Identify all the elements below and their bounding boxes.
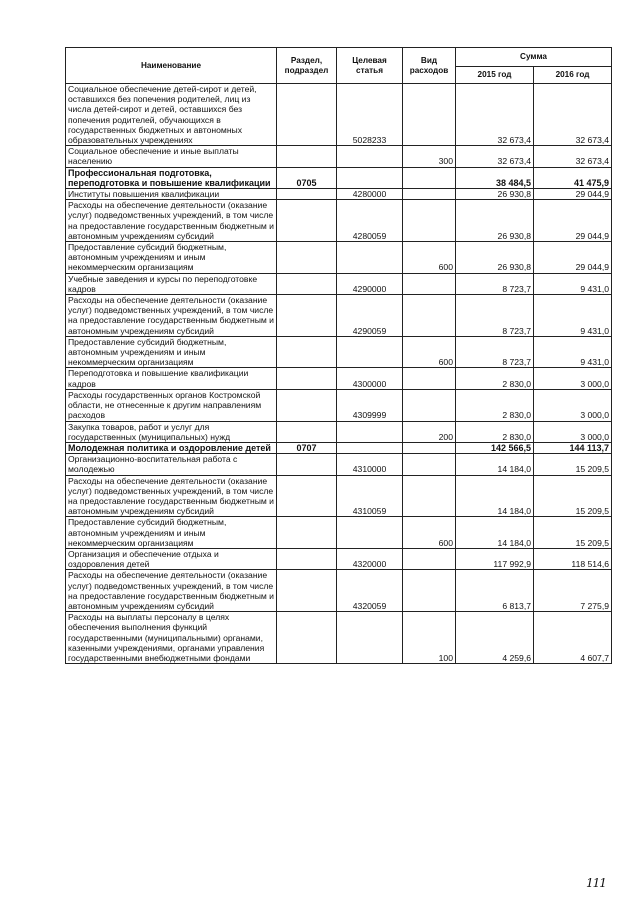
cell-target: 5028233 (337, 84, 403, 146)
cell-y2016: 3 000,0 (534, 421, 612, 442)
cell-y2016: 15 209,5 (534, 517, 612, 549)
cell-section (277, 517, 337, 549)
cell-kind: 300 (403, 146, 456, 167)
cell-y2016: 7 275,9 (534, 570, 612, 612)
header-sum: Сумма (456, 48, 612, 67)
cell-name: Расходы на обеспечение деятельности (оказание услуг) подведомственных учреждений, в том числе на предоставление государственным бюджетным и автономным учреждениям субсидий (66, 570, 277, 612)
cell-y2016: 41 475,9 (534, 167, 612, 188)
cell-y2015: 117 992,9 (456, 548, 534, 569)
table-row (66, 84, 612, 146)
cell-kind (403, 389, 456, 421)
cell-y2015: 26 930,8 (456, 189, 534, 200)
cell-y2015: 4 259,6 (456, 612, 534, 664)
cell-y2015: 8 723,7 (456, 273, 534, 294)
cell-y2016: 9 431,0 (534, 273, 612, 294)
cell-target (337, 612, 403, 664)
table-row (66, 389, 612, 421)
header-year-2015: 2015 год (456, 67, 534, 84)
cell-y2015: 2 830,0 (456, 421, 534, 442)
cell-section (277, 189, 337, 200)
cell-y2016: 29 044,9 (534, 189, 612, 200)
cell-target: 4320059 (337, 570, 403, 612)
cell-section (277, 570, 337, 612)
cell-kind: 600 (403, 517, 456, 549)
table-row (66, 421, 612, 442)
cell-target (337, 517, 403, 549)
table-row (66, 146, 612, 167)
cell-section (277, 421, 337, 442)
cell-name: Расходы государственных органов Костромской области, не отнесенные к другим направлениям расходов (66, 389, 277, 421)
cell-y2016: 29 044,9 (534, 200, 612, 242)
table-row (66, 167, 612, 188)
header-target: Целевая статья (337, 48, 403, 84)
cell-kind (403, 548, 456, 569)
table-row (66, 570, 612, 612)
table-row (66, 273, 612, 294)
page-number-mark: 111 (586, 876, 606, 890)
cell-kind (403, 273, 456, 294)
cell-target: 4310000 (337, 454, 403, 475)
cell-y2016: 118 514,6 (534, 548, 612, 569)
table-row (66, 200, 612, 242)
cell-name: Расходы на выплаты персоналу в целях обеспечения выполнения функций государственными (муниципальными) органами, казенными учреждениями, органами управления государственными внебюджетными фондами (66, 612, 277, 664)
cell-kind (403, 295, 456, 337)
cell-y2015: 14 184,0 (456, 454, 534, 475)
cell-name: Расходы на обеспечение деятельности (оказание услуг) подведомственных учреждений, в том числе на предоставление государственным бюджетным и автономным учреждениям субсидий (66, 475, 277, 517)
cell-y2016: 3 000,0 (534, 389, 612, 421)
table-row (66, 295, 612, 337)
cell-section (277, 612, 337, 664)
cell-kind (403, 475, 456, 517)
cell-section (277, 84, 337, 146)
cell-y2016: 9 431,0 (534, 295, 612, 337)
cell-kind (403, 570, 456, 612)
cell-section: 0707 (277, 442, 337, 453)
cell-y2016: 32 673,4 (534, 146, 612, 167)
cell-name: Предоставление субсидий бюджетным, автономным учреждениям и иным некоммерческим организациям (66, 336, 277, 368)
header-year-2016: 2016 год (534, 67, 612, 84)
table-row (66, 517, 612, 549)
cell-target: 4280000 (337, 189, 403, 200)
cell-y2015: 142 566,5 (456, 442, 534, 453)
table-row (66, 612, 612, 664)
cell-section (277, 200, 337, 242)
table-body (66, 84, 612, 664)
table-row (66, 336, 612, 368)
cell-target (337, 167, 403, 188)
cell-y2015: 26 930,8 (456, 242, 534, 274)
cell-y2016: 15 209,5 (534, 475, 612, 517)
cell-y2016: 4 607,7 (534, 612, 612, 664)
cell-target: 4310059 (337, 475, 403, 517)
cell-name: Организация и обеспечение отдыха и оздоровления детей (66, 548, 277, 569)
cell-section (277, 273, 337, 294)
cell-y2015: 32 673,4 (456, 84, 534, 146)
cell-target (337, 421, 403, 442)
cell-target: 4320000 (337, 548, 403, 569)
cell-name: Расходы на обеспечение деятельности (оказание услуг) подведомственных учреждений, в том числе на предоставление государственным бюджетным и автономным учреждениям субсидий (66, 200, 277, 242)
cell-y2015: 8 723,7 (456, 295, 534, 337)
cell-name: Предоставление субсидий бюджетным, автономным учреждениям и иным некоммерческим организациям (66, 517, 277, 549)
cell-kind (403, 84, 456, 146)
cell-target (337, 242, 403, 274)
cell-kind: 100 (403, 612, 456, 664)
cell-section (277, 242, 337, 274)
cell-section (277, 368, 337, 389)
table-row (66, 242, 612, 274)
cell-y2016: 15 209,5 (534, 454, 612, 475)
cell-name: Социальное обеспечение и иные выплаты населению (66, 146, 277, 167)
cell-name: Молодежная политика и оздоровление детей (66, 442, 277, 453)
header-kind: Вид расходов (403, 48, 456, 84)
header-name: Наименование (66, 48, 277, 84)
cell-kind (403, 189, 456, 200)
table-row (66, 189, 612, 200)
cell-name: Расходы на обеспечение деятельности (оказание услуг) подведомственных учреждений, в том числе на предоставление государственным бюджетным и автономным учреждениям субсидий (66, 295, 277, 337)
cell-name: Предоставление субсидий бюджетным, автономным учреждениям и иным некоммерческим организациям (66, 242, 277, 274)
cell-y2016: 3 000,0 (534, 368, 612, 389)
cell-target: 4290059 (337, 295, 403, 337)
cell-y2016: 9 431,0 (534, 336, 612, 368)
cell-kind (403, 167, 456, 188)
table-row (66, 442, 612, 453)
cell-name: Переподготовка и повышение квалификации кадров (66, 368, 277, 389)
header-section: Раздел, подраздел (277, 48, 337, 84)
cell-target (337, 442, 403, 453)
cell-kind: 200 (403, 421, 456, 442)
cell-target (337, 336, 403, 368)
cell-section (277, 146, 337, 167)
table-row (66, 454, 612, 475)
cell-name: Профессиональная подготовка, переподготовка и повышение квалификации (66, 167, 277, 188)
cell-name: Организационно-воспитательная работа с молодежью (66, 454, 277, 475)
cell-y2015: 6 813,7 (456, 570, 534, 612)
cell-y2015: 26 930,8 (456, 200, 534, 242)
cell-section (277, 475, 337, 517)
cell-target: 4300000 (337, 368, 403, 389)
cell-y2015: 2 830,0 (456, 389, 534, 421)
cell-kind (403, 442, 456, 453)
cell-y2015: 38 484,5 (456, 167, 534, 188)
cell-y2015: 32 673,4 (456, 146, 534, 167)
cell-target: 4290000 (337, 273, 403, 294)
cell-name: Закупка товаров, работ и услуг для государственных (муниципальных) нужд (66, 421, 277, 442)
table-row (66, 475, 612, 517)
cell-section (277, 548, 337, 569)
budget-table (65, 47, 612, 664)
table-row (66, 368, 612, 389)
cell-y2015: 14 184,0 (456, 517, 534, 549)
cell-kind (403, 454, 456, 475)
cell-name: Учебные заведения и курсы по переподготовке кадров (66, 273, 277, 294)
cell-y2016: 29 044,9 (534, 242, 612, 274)
table-row (66, 548, 612, 569)
cell-y2015: 8 723,7 (456, 336, 534, 368)
cell-kind: 600 (403, 242, 456, 274)
cell-section (277, 389, 337, 421)
cell-kind: 600 (403, 336, 456, 368)
cell-y2016: 144 113,7 (534, 442, 612, 453)
cell-name: Социальное обеспечение детей-сирот и детей, оставшихся без попечения родителей, лиц из числа детей-сирот и детей, оставшихся без попечения родителей, обучающихся в государственных бюджетных и автономных образовательных учреждениях (66, 84, 277, 146)
cell-section (277, 336, 337, 368)
cell-kind (403, 368, 456, 389)
cell-name: Институты повышения квалификации (66, 189, 277, 200)
cell-section: 0705 (277, 167, 337, 188)
cell-section (277, 454, 337, 475)
cell-target (337, 146, 403, 167)
cell-section (277, 295, 337, 337)
cell-target: 4309999 (337, 389, 403, 421)
cell-kind (403, 200, 456, 242)
cell-target: 4280059 (337, 200, 403, 242)
cell-y2016: 32 673,4 (534, 84, 612, 146)
cell-y2015: 14 184,0 (456, 475, 534, 517)
cell-y2015: 2 830,0 (456, 368, 534, 389)
